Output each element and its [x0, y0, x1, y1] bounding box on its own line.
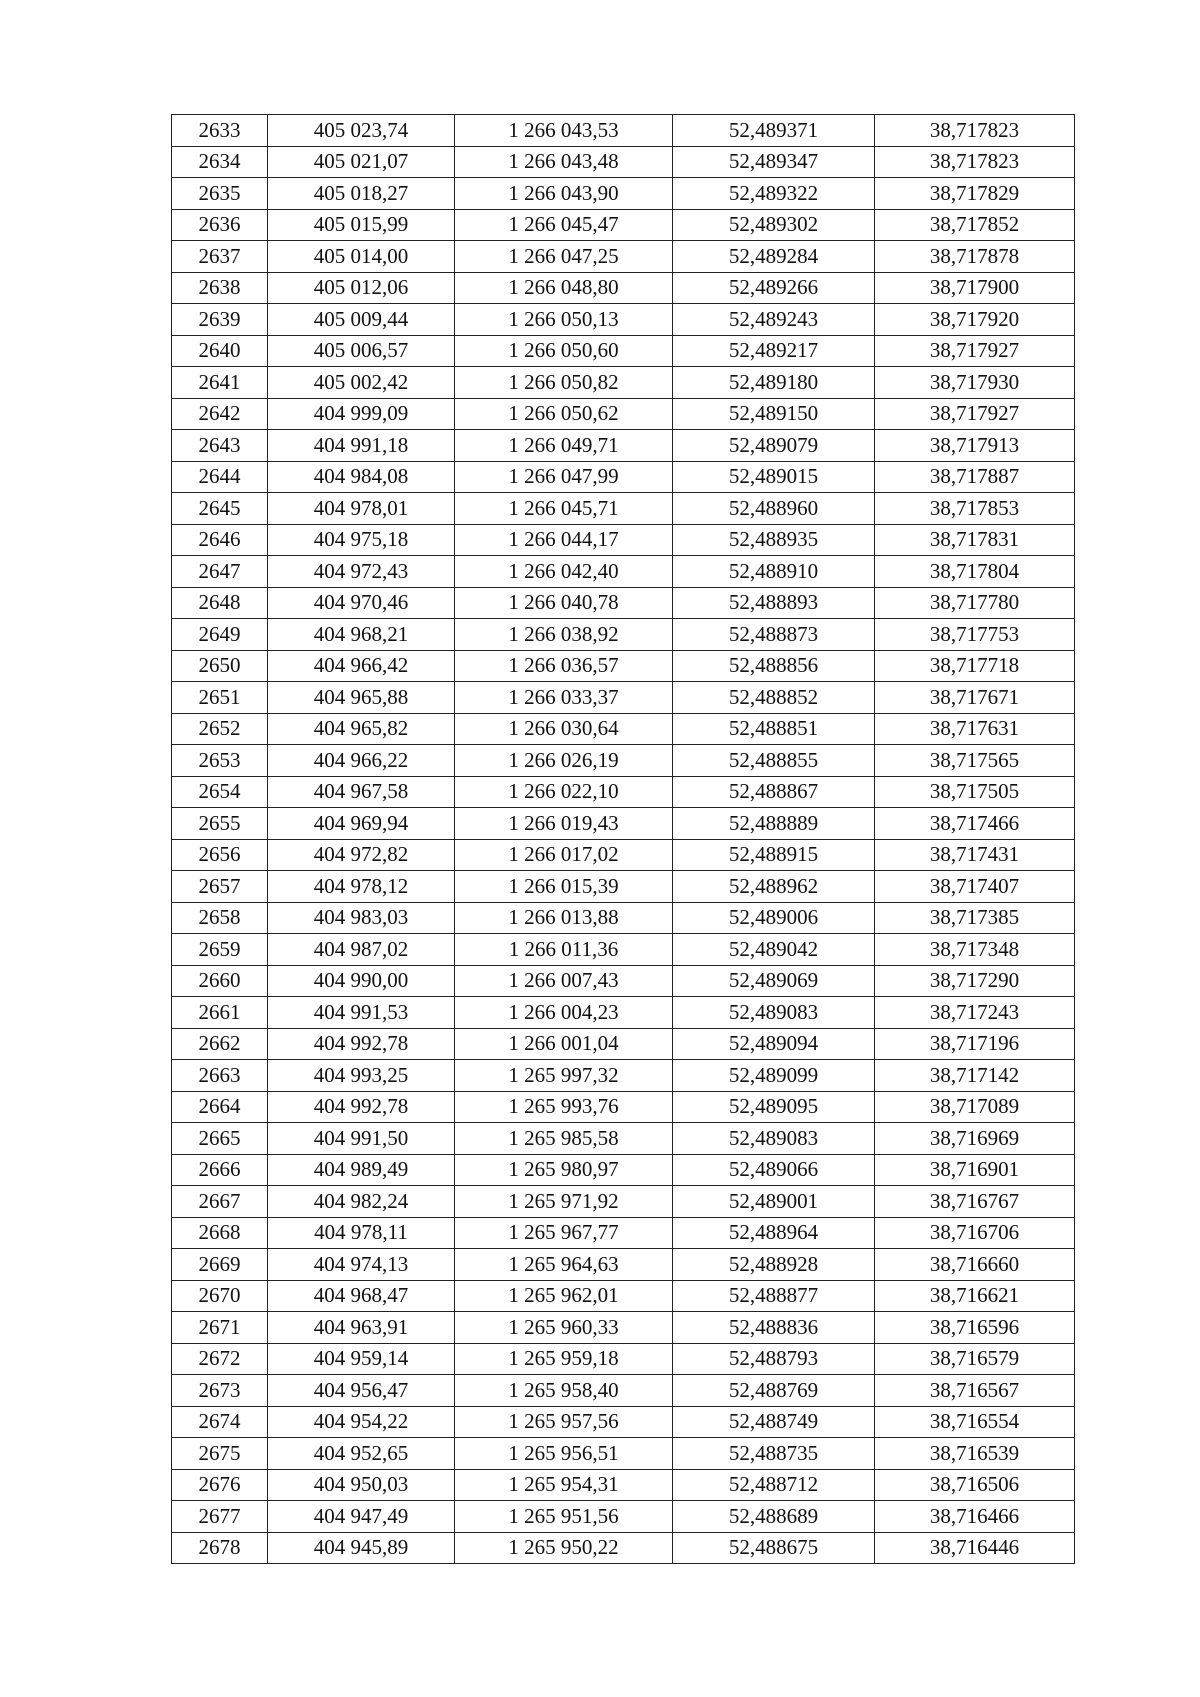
- table-row: [172, 556, 1075, 588]
- point-number-cell: 2638: [172, 272, 268, 304]
- point-number-cell: 2635: [172, 178, 268, 210]
- table-row: [172, 1028, 1075, 1060]
- longitude-cell: 38,717196: [875, 1028, 1075, 1060]
- x-coordinate-cell: 404 945,89: [268, 1532, 455, 1564]
- latitude-cell: 52,488851: [673, 713, 875, 745]
- point-number-cell: 2660: [172, 965, 268, 997]
- latitude-cell: 52,488962: [673, 871, 875, 903]
- x-coordinate-cell: 404 969,94: [268, 808, 455, 840]
- y-coordinate-cell: 1 265 997,32: [455, 1060, 673, 1092]
- point-number-cell: 2673: [172, 1375, 268, 1407]
- latitude-cell: 52,489150: [673, 398, 875, 430]
- latitude-cell: 52,489217: [673, 335, 875, 367]
- longitude-cell: 38,716466: [875, 1501, 1075, 1533]
- longitude-cell: 38,717671: [875, 682, 1075, 714]
- x-coordinate-cell: 405 014,00: [268, 241, 455, 273]
- longitude-cell: 38,717804: [875, 556, 1075, 588]
- point-number-cell: 2651: [172, 682, 268, 714]
- point-number-cell: 2649: [172, 619, 268, 651]
- latitude-cell: 52,488689: [673, 1501, 875, 1533]
- latitude-cell: 52,488964: [673, 1217, 875, 1249]
- y-coordinate-cell: 1 265 958,40: [455, 1375, 673, 1407]
- point-number-cell: 2645: [172, 493, 268, 525]
- y-coordinate-cell: 1 265 950,22: [455, 1532, 673, 1564]
- y-coordinate-cell: 1 266 047,25: [455, 241, 673, 273]
- latitude-cell: 52,489322: [673, 178, 875, 210]
- y-coordinate-cell: 1 266 004,23: [455, 997, 673, 1029]
- table-row: [172, 745, 1075, 777]
- table-row: [172, 209, 1075, 241]
- x-coordinate-cell: 404 967,58: [268, 776, 455, 808]
- longitude-cell: 38,716579: [875, 1343, 1075, 1375]
- table-row: [172, 493, 1075, 525]
- table-row: [172, 1375, 1075, 1407]
- x-coordinate-cell: 404 947,49: [268, 1501, 455, 1533]
- table-row: [172, 1469, 1075, 1501]
- latitude-cell: 52,488867: [673, 776, 875, 808]
- table-row: [172, 430, 1075, 462]
- y-coordinate-cell: 1 266 011,36: [455, 934, 673, 966]
- point-number-cell: 2634: [172, 146, 268, 178]
- latitude-cell: 52,488852: [673, 682, 875, 714]
- table-row: [172, 1060, 1075, 1092]
- table-row: [172, 1154, 1075, 1186]
- y-coordinate-cell: 1 265 964,63: [455, 1249, 673, 1281]
- table-row: [172, 587, 1075, 619]
- table-row: [172, 808, 1075, 840]
- latitude-cell: 52,489069: [673, 965, 875, 997]
- latitude-cell: 52,489083: [673, 1123, 875, 1155]
- x-coordinate-cell: 404 959,14: [268, 1343, 455, 1375]
- x-coordinate-cell: 405 021,07: [268, 146, 455, 178]
- point-number-cell: 2643: [172, 430, 268, 462]
- point-number-cell: 2654: [172, 776, 268, 808]
- y-coordinate-cell: 1 266 040,78: [455, 587, 673, 619]
- x-coordinate-cell: 404 974,13: [268, 1249, 455, 1281]
- latitude-cell: 52,488712: [673, 1469, 875, 1501]
- longitude-cell: 38,716554: [875, 1406, 1075, 1438]
- coordinates-table: [171, 114, 1075, 1564]
- table-row: [172, 241, 1075, 273]
- table-row: [172, 335, 1075, 367]
- latitude-cell: 52,488877: [673, 1280, 875, 1312]
- longitude-cell: 38,717900: [875, 272, 1075, 304]
- longitude-cell: 38,717142: [875, 1060, 1075, 1092]
- longitude-cell: 38,717718: [875, 650, 1075, 682]
- y-coordinate-cell: 1 266 026,19: [455, 745, 673, 777]
- table-row: [172, 398, 1075, 430]
- longitude-cell: 38,717089: [875, 1091, 1075, 1123]
- table-row: [172, 524, 1075, 556]
- latitude-cell: 52,488793: [673, 1343, 875, 1375]
- table-row: [172, 1438, 1075, 1470]
- y-coordinate-cell: 1 266 050,62: [455, 398, 673, 430]
- longitude-cell: 38,717753: [875, 619, 1075, 651]
- longitude-cell: 38,716901: [875, 1154, 1075, 1186]
- y-coordinate-cell: 1 266 049,71: [455, 430, 673, 462]
- y-coordinate-cell: 1 266 007,43: [455, 965, 673, 997]
- longitude-cell: 38,716969: [875, 1123, 1075, 1155]
- longitude-cell: 38,716767: [875, 1186, 1075, 1218]
- x-coordinate-cell: 404 978,12: [268, 871, 455, 903]
- longitude-cell: 38,717829: [875, 178, 1075, 210]
- y-coordinate-cell: 1 265 993,76: [455, 1091, 673, 1123]
- x-coordinate-cell: 404 970,46: [268, 587, 455, 619]
- x-coordinate-cell: 404 990,00: [268, 965, 455, 997]
- point-number-cell: 2668: [172, 1217, 268, 1249]
- point-number-cell: 2677: [172, 1501, 268, 1533]
- longitude-cell: 38,717913: [875, 430, 1075, 462]
- x-coordinate-cell: 404 991,50: [268, 1123, 455, 1155]
- x-coordinate-cell: 404 987,02: [268, 934, 455, 966]
- longitude-cell: 38,716506: [875, 1469, 1075, 1501]
- latitude-cell: 52,488910: [673, 556, 875, 588]
- x-coordinate-cell: 404 975,18: [268, 524, 455, 556]
- y-coordinate-cell: 1 266 044,17: [455, 524, 673, 556]
- x-coordinate-cell: 405 015,99: [268, 209, 455, 241]
- point-number-cell: 2640: [172, 335, 268, 367]
- latitude-cell: 52,489266: [673, 272, 875, 304]
- x-coordinate-cell: 404 968,21: [268, 619, 455, 651]
- point-number-cell: 2655: [172, 808, 268, 840]
- y-coordinate-cell: 1 265 985,58: [455, 1123, 673, 1155]
- y-coordinate-cell: 1 266 017,02: [455, 839, 673, 871]
- x-coordinate-cell: 404 982,24: [268, 1186, 455, 1218]
- y-coordinate-cell: 1 265 971,92: [455, 1186, 673, 1218]
- y-coordinate-cell: 1 265 956,51: [455, 1438, 673, 1470]
- table-row: [172, 1091, 1075, 1123]
- y-coordinate-cell: 1 265 954,31: [455, 1469, 673, 1501]
- latitude-cell: 52,488735: [673, 1438, 875, 1470]
- x-coordinate-cell: 404 966,42: [268, 650, 455, 682]
- longitude-cell: 38,717631: [875, 713, 1075, 745]
- latitude-cell: 52,488893: [673, 587, 875, 619]
- table-row: [172, 934, 1075, 966]
- point-number-cell: 2678: [172, 1532, 268, 1564]
- longitude-cell: 38,717930: [875, 367, 1075, 399]
- latitude-cell: 52,489302: [673, 209, 875, 241]
- longitude-cell: 38,717823: [875, 146, 1075, 178]
- y-coordinate-cell: 1 266 022,10: [455, 776, 673, 808]
- table-row: [172, 1501, 1075, 1533]
- table-row: [172, 1280, 1075, 1312]
- latitude-cell: 52,488915: [673, 839, 875, 871]
- x-coordinate-cell: 404 983,03: [268, 902, 455, 934]
- y-coordinate-cell: 1 266 047,99: [455, 461, 673, 493]
- y-coordinate-cell: 1 266 045,47: [455, 209, 673, 241]
- table-row: [172, 713, 1075, 745]
- y-coordinate-cell: 1 266 019,43: [455, 808, 673, 840]
- longitude-cell: 38,717887: [875, 461, 1075, 493]
- latitude-cell: 52,489347: [673, 146, 875, 178]
- table-row: [172, 367, 1075, 399]
- x-coordinate-cell: 404 972,82: [268, 839, 455, 871]
- longitude-cell: 38,717407: [875, 871, 1075, 903]
- latitude-cell: 52,488856: [673, 650, 875, 682]
- y-coordinate-cell: 1 266 045,71: [455, 493, 673, 525]
- latitude-cell: 52,489371: [673, 115, 875, 147]
- latitude-cell: 52,489001: [673, 1186, 875, 1218]
- point-number-cell: 2666: [172, 1154, 268, 1186]
- y-coordinate-cell: 1 266 042,40: [455, 556, 673, 588]
- point-number-cell: 2642: [172, 398, 268, 430]
- table-row: [172, 997, 1075, 1029]
- longitude-cell: 38,716567: [875, 1375, 1075, 1407]
- longitude-cell: 38,717853: [875, 493, 1075, 525]
- latitude-cell: 52,488855: [673, 745, 875, 777]
- latitude-cell: 52,489180: [673, 367, 875, 399]
- latitude-cell: 52,488836: [673, 1312, 875, 1344]
- table-row: [172, 272, 1075, 304]
- y-coordinate-cell: 1 266 043,48: [455, 146, 673, 178]
- x-coordinate-cell: 404 992,78: [268, 1028, 455, 1060]
- table-row: [172, 1123, 1075, 1155]
- longitude-cell: 38,717243: [875, 997, 1075, 1029]
- point-number-cell: 2672: [172, 1343, 268, 1375]
- point-number-cell: 2674: [172, 1406, 268, 1438]
- table-row: [172, 461, 1075, 493]
- point-number-cell: 2644: [172, 461, 268, 493]
- point-number-cell: 2676: [172, 1469, 268, 1501]
- y-coordinate-cell: 1 266 036,57: [455, 650, 673, 682]
- table-row: [172, 682, 1075, 714]
- latitude-cell: 52,488935: [673, 524, 875, 556]
- point-number-cell: 2652: [172, 713, 268, 745]
- longitude-cell: 38,717852: [875, 209, 1075, 241]
- table-row: [172, 1312, 1075, 1344]
- latitude-cell: 52,489094: [673, 1028, 875, 1060]
- x-coordinate-cell: 404 966,22: [268, 745, 455, 777]
- y-coordinate-cell: 1 266 015,39: [455, 871, 673, 903]
- point-number-cell: 2653: [172, 745, 268, 777]
- coordinates-table-body: [172, 115, 1075, 1564]
- table-row: [172, 650, 1075, 682]
- y-coordinate-cell: 1 266 030,64: [455, 713, 673, 745]
- x-coordinate-cell: 404 954,22: [268, 1406, 455, 1438]
- x-coordinate-cell: 405 002,42: [268, 367, 455, 399]
- point-number-cell: 2656: [172, 839, 268, 871]
- table-row: [172, 1532, 1075, 1564]
- longitude-cell: 38,717780: [875, 587, 1075, 619]
- point-number-cell: 2661: [172, 997, 268, 1029]
- point-number-cell: 2637: [172, 241, 268, 273]
- x-coordinate-cell: 404 978,01: [268, 493, 455, 525]
- table-row: [172, 839, 1075, 871]
- latitude-cell: 52,488960: [673, 493, 875, 525]
- point-number-cell: 2647: [172, 556, 268, 588]
- table-row: [172, 965, 1075, 997]
- point-number-cell: 2663: [172, 1060, 268, 1092]
- table-row: [172, 776, 1075, 808]
- x-coordinate-cell: 404 991,18: [268, 430, 455, 462]
- latitude-cell: 52,489015: [673, 461, 875, 493]
- x-coordinate-cell: 404 972,43: [268, 556, 455, 588]
- latitude-cell: 52,488769: [673, 1375, 875, 1407]
- y-coordinate-cell: 1 266 001,04: [455, 1028, 673, 1060]
- point-number-cell: 2648: [172, 587, 268, 619]
- longitude-cell: 38,717290: [875, 965, 1075, 997]
- x-coordinate-cell: 404 950,03: [268, 1469, 455, 1501]
- x-coordinate-cell: 404 963,91: [268, 1312, 455, 1344]
- y-coordinate-cell: 1 266 050,60: [455, 335, 673, 367]
- table-row: [172, 1217, 1075, 1249]
- latitude-cell: 52,488889: [673, 808, 875, 840]
- point-number-cell: 2659: [172, 934, 268, 966]
- longitude-cell: 38,717823: [875, 115, 1075, 147]
- longitude-cell: 38,716446: [875, 1532, 1075, 1564]
- x-coordinate-cell: 404 956,47: [268, 1375, 455, 1407]
- longitude-cell: 38,717920: [875, 304, 1075, 336]
- y-coordinate-cell: 1 266 043,53: [455, 115, 673, 147]
- longitude-cell: 38,716539: [875, 1438, 1075, 1470]
- y-coordinate-cell: 1 266 048,80: [455, 272, 673, 304]
- table-row: [172, 1343, 1075, 1375]
- point-number-cell: 2667: [172, 1186, 268, 1218]
- y-coordinate-cell: 1 265 960,33: [455, 1312, 673, 1344]
- point-number-cell: 2646: [172, 524, 268, 556]
- point-number-cell: 2675: [172, 1438, 268, 1470]
- table-row: [172, 1249, 1075, 1281]
- longitude-cell: 38,717505: [875, 776, 1075, 808]
- latitude-cell: 52,488873: [673, 619, 875, 651]
- x-coordinate-cell: 404 993,25: [268, 1060, 455, 1092]
- y-coordinate-cell: 1 265 980,97: [455, 1154, 673, 1186]
- x-coordinate-cell: 404 968,47: [268, 1280, 455, 1312]
- latitude-cell: 52,489083: [673, 997, 875, 1029]
- point-number-cell: 2641: [172, 367, 268, 399]
- x-coordinate-cell: 405 006,57: [268, 335, 455, 367]
- y-coordinate-cell: 1 265 959,18: [455, 1343, 673, 1375]
- latitude-cell: 52,488749: [673, 1406, 875, 1438]
- table-row: [172, 1186, 1075, 1218]
- table-row: [172, 1406, 1075, 1438]
- latitude-cell: 52,489243: [673, 304, 875, 336]
- longitude-cell: 38,716621: [875, 1280, 1075, 1312]
- x-coordinate-cell: 404 989,49: [268, 1154, 455, 1186]
- point-number-cell: 2650: [172, 650, 268, 682]
- y-coordinate-cell: 1 266 038,92: [455, 619, 673, 651]
- x-coordinate-cell: 404 991,53: [268, 997, 455, 1029]
- y-coordinate-cell: 1 266 043,90: [455, 178, 673, 210]
- x-coordinate-cell: 404 984,08: [268, 461, 455, 493]
- y-coordinate-cell: 1 266 050,82: [455, 367, 673, 399]
- x-coordinate-cell: 405 009,44: [268, 304, 455, 336]
- y-coordinate-cell: 1 265 957,56: [455, 1406, 673, 1438]
- latitude-cell: 52,489006: [673, 902, 875, 934]
- x-coordinate-cell: 404 999,09: [268, 398, 455, 430]
- point-number-cell: 2633: [172, 115, 268, 147]
- latitude-cell: 52,489042: [673, 934, 875, 966]
- longitude-cell: 38,716660: [875, 1249, 1075, 1281]
- y-coordinate-cell: 1 266 033,37: [455, 682, 673, 714]
- point-number-cell: 2639: [172, 304, 268, 336]
- point-number-cell: 2658: [172, 902, 268, 934]
- point-number-cell: 2657: [172, 871, 268, 903]
- latitude-cell: 52,488928: [673, 1249, 875, 1281]
- point-number-cell: 2665: [172, 1123, 268, 1155]
- latitude-cell: 52,489095: [673, 1091, 875, 1123]
- longitude-cell: 38,717348: [875, 934, 1075, 966]
- point-number-cell: 2636: [172, 209, 268, 241]
- longitude-cell: 38,717385: [875, 902, 1075, 934]
- point-number-cell: 2671: [172, 1312, 268, 1344]
- y-coordinate-cell: 1 266 050,13: [455, 304, 673, 336]
- latitude-cell: 52,488675: [673, 1532, 875, 1564]
- x-coordinate-cell: 404 965,88: [268, 682, 455, 714]
- y-coordinate-cell: 1 265 967,77: [455, 1217, 673, 1249]
- latitude-cell: 52,489066: [673, 1154, 875, 1186]
- table-row: [172, 146, 1075, 178]
- x-coordinate-cell: 405 023,74: [268, 115, 455, 147]
- table-row: [172, 902, 1075, 934]
- x-coordinate-cell: 405 012,06: [268, 272, 455, 304]
- x-coordinate-cell: 404 992,78: [268, 1091, 455, 1123]
- longitude-cell: 38,717927: [875, 398, 1075, 430]
- y-coordinate-cell: 1 265 962,01: [455, 1280, 673, 1312]
- y-coordinate-cell: 1 266 013,88: [455, 902, 673, 934]
- longitude-cell: 38,717466: [875, 808, 1075, 840]
- table-row: [172, 619, 1075, 651]
- point-number-cell: 2662: [172, 1028, 268, 1060]
- longitude-cell: 38,716596: [875, 1312, 1075, 1344]
- table-row: [172, 178, 1075, 210]
- longitude-cell: 38,717927: [875, 335, 1075, 367]
- longitude-cell: 38,717565: [875, 745, 1075, 777]
- x-coordinate-cell: 404 965,82: [268, 713, 455, 745]
- table-row: [172, 304, 1075, 336]
- table-row: [172, 871, 1075, 903]
- latitude-cell: 52,489284: [673, 241, 875, 273]
- point-number-cell: 2669: [172, 1249, 268, 1281]
- point-number-cell: 2670: [172, 1280, 268, 1312]
- y-coordinate-cell: 1 265 951,56: [455, 1501, 673, 1533]
- latitude-cell: 52,489079: [673, 430, 875, 462]
- longitude-cell: 38,716706: [875, 1217, 1075, 1249]
- x-coordinate-cell: 405 018,27: [268, 178, 455, 210]
- x-coordinate-cell: 404 978,11: [268, 1217, 455, 1249]
- x-coordinate-cell: 404 952,65: [268, 1438, 455, 1470]
- point-number-cell: 2664: [172, 1091, 268, 1123]
- table-row: [172, 115, 1075, 147]
- longitude-cell: 38,717831: [875, 524, 1075, 556]
- longitude-cell: 38,717878: [875, 241, 1075, 273]
- longitude-cell: 38,717431: [875, 839, 1075, 871]
- latitude-cell: 52,489099: [673, 1060, 875, 1092]
